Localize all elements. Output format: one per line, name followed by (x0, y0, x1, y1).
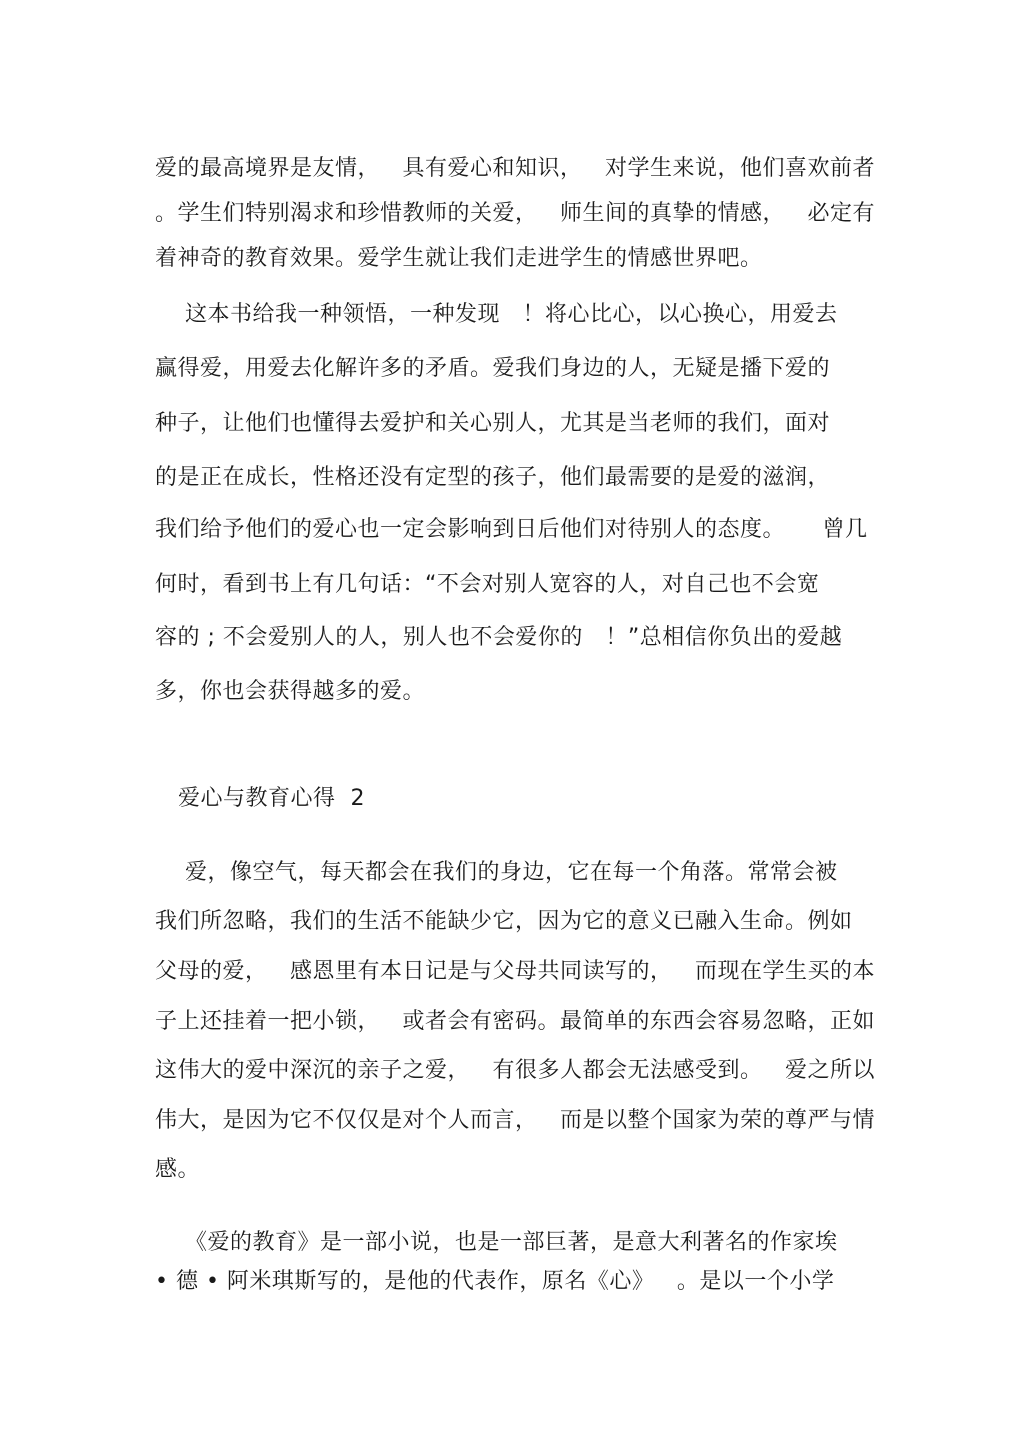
text-line: 我们给予他们的爱心也一定会影响到日后他们对待别人的态度。 曾几 (155, 517, 868, 542)
text-line: 爱的最高境界是友情， 具有爱心和知识， 对学生来说，他们喜欢前者 (155, 156, 875, 181)
text-line: 感。 (155, 1157, 201, 1182)
text-line: 赢得爱，用爱去化解许多的矛盾。爱我们身边的人，无疑是播下爱的 (155, 356, 831, 381)
text-line: 父母的爱， 感恩里有本日记是与父母共同读写的， 而现在学生买的本 (155, 959, 875, 984)
text-line: 这本书给我一种领悟，一种发现 ！将心比心，以心换心，用爱去 (155, 302, 838, 327)
text-line: 何时，看到书上有几句话：“不会对别人宽容的人，对自己也不会宽 (155, 572, 820, 597)
text-line: 我们所忽略，我们的生活不能缺少它，因为它的意义已融入生命。例如 (155, 909, 853, 934)
text-line: 。学生们特别渴求和珍惜教师的关爱， 师生间的真挚的情感， 必定有 (155, 201, 875, 226)
text-line: 伟大，是因为它不仅仅是对个人而言， 而是以整个国家为荣的尊严与情 (155, 1108, 875, 1133)
text-line: 子上还挂着一把小锁， 或者会有密码。最简单的东西会容易忽略，正如 (155, 1009, 875, 1034)
section-heading: 爱心与教育心得 2 (178, 786, 365, 811)
text-line: 的是正在成长，性格还没有定型的孩子，他们最需要的是爱的滋润， (155, 465, 831, 490)
text-line: 《爱的教育》是一部小说，也是一部巨著，是意大利著名的作家埃 (155, 1230, 838, 1255)
text-line: 容的 ; 不会爱别人的人，别人也不会爱你的 ！”总相信你负出的爱越 (155, 625, 843, 650)
text-line: 多，你也会获得越多的爱。 (155, 679, 426, 704)
text-line: 爱，像空气，每天都会在我们的身边，它在每一个角落。常常会被 (155, 860, 838, 885)
text-line: 这伟大的爱中深沉的亲子之爱， 有很多人都会无法感受到。 爱之所以 (155, 1058, 875, 1083)
text-line: 种子，让他们也懂得去爱护和关心别人，尤其是当老师的我们，面对 (155, 411, 831, 436)
text-line: 着神奇的教育效果。爱学生就让我们走进学生的情感世界吧。 (155, 246, 763, 271)
text-line: • 德 • 阿米琪斯写的，是他的代表作，原名《心》 。是以一个小学 (155, 1269, 835, 1294)
